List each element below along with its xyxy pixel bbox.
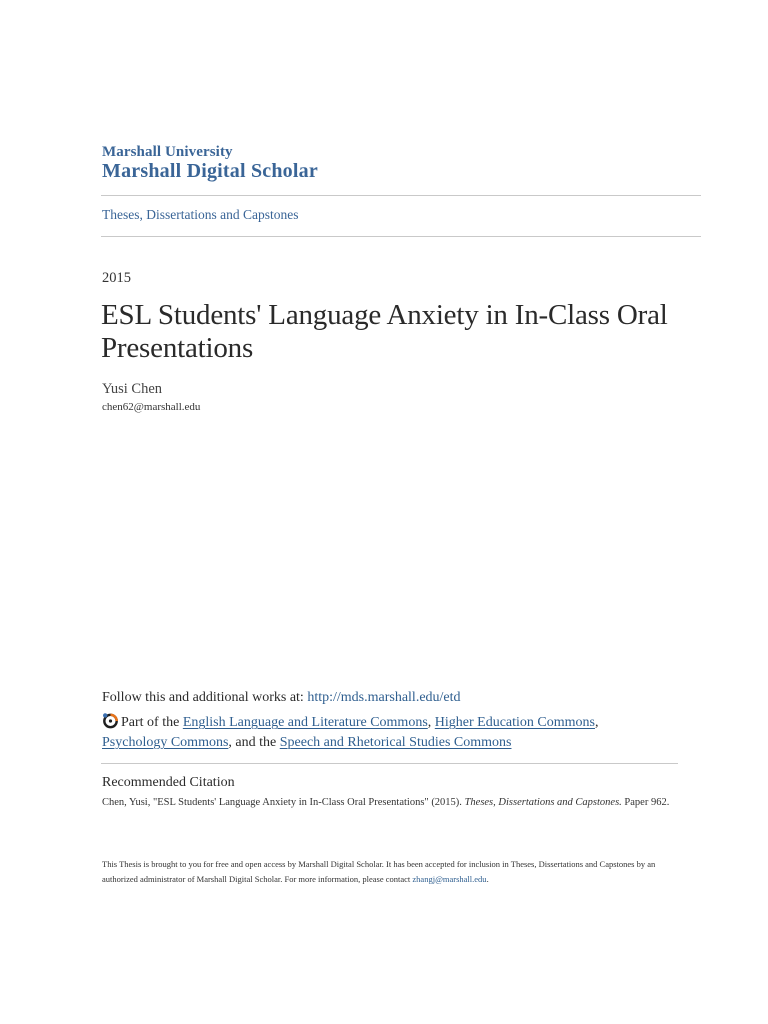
separator-2: , [594,715,599,730]
citation-divider [101,763,678,764]
header-divider-top [101,195,701,196]
contact-email-link[interactable]: zhangj@marshall.edu [412,874,487,884]
commons-line [102,712,642,753]
access-notice-end: . [486,874,489,884]
publication-year: 2015 [102,270,131,286]
citation-series: Theses, Dissertations and Capstones. [464,797,622,808]
english-language-commons-link[interactable]: English Language and Literature Commons [182,715,428,730]
higher-education-commons-link[interactable]: Higher Education Commons [434,715,595,730]
author-name: Yusi Chen [102,381,163,397]
repository-name[interactable]: Marshall Digital Scholar [102,160,318,182]
citation-text [102,797,669,808]
follow-line [102,690,461,706]
speech-rhetorical-commons-link[interactable]: Speech and Rhetorical Studies Commons [279,735,512,750]
separator-3: , and the [228,735,280,750]
header-divider-bottom [101,236,701,237]
part-of-label: Part of the [121,715,183,730]
separator-1: , [427,715,435,730]
institution-name[interactable]: Marshall University [102,144,233,160]
follow-prefix: Follow this and additional works at: [102,690,308,705]
citation-paper-number: Paper 962. [621,797,670,808]
access-notice [102,857,662,887]
author-email: chen62@marshall.edu [102,401,201,413]
citation-main: Chen, Yusi, "ESL Students' Language Anxiety in In-Class Oral Presentations" (2015). [102,797,465,808]
collection-link[interactable]: Theses, Dissertations and Capstones [102,207,299,222]
recommended-citation-heading: Recommended Citation [102,775,235,790]
access-notice-text: This Thesis is brought to you for free and open access by Marshall Digital Scholar. It has been accepted for inclusion in Theses, Dissertations and Capstones by an authorized administrator of Marshall Digital Scholar. For more information, please contact [102,859,656,884]
psychology-commons-link[interactable]: Psychology Commons [102,735,229,750]
etd-url-link[interactable]: http://mds.marshall.edu/etd [307,690,461,705]
paper-title: ESL Students' Language Anxiety in In-Class Oral Presentations [101,299,668,364]
commons-network-icon [102,712,119,729]
